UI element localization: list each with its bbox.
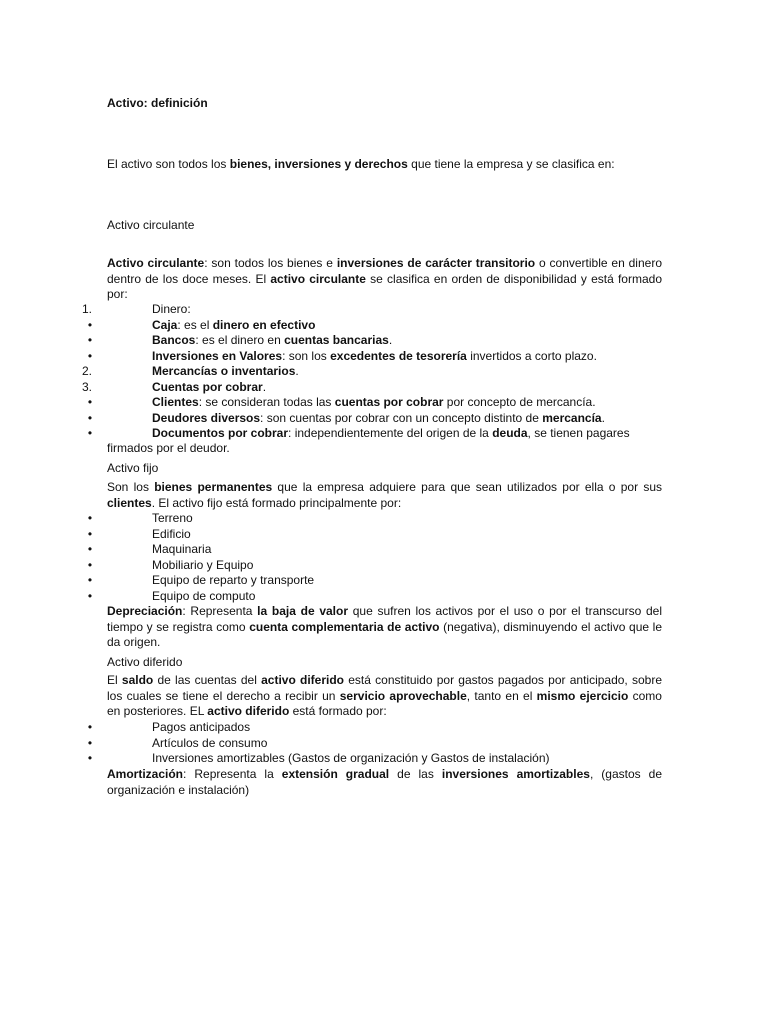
bullet-marker: • (87, 317, 93, 332)
list-item-text (152, 380, 662, 396)
bold-text: inversiones de carácter transitorio (336, 256, 536, 270)
list-item (0, 364, 768, 380)
bold-text: Deudores diversos (152, 410, 261, 425)
list-item-text (152, 751, 662, 767)
text-run: : son todos los bienes e (204, 256, 337, 270)
text-run: . (388, 333, 393, 347)
text-run: está formado por: (289, 704, 387, 718)
text-run: , tanto en el (466, 688, 537, 703)
text-run: : Representa la (183, 767, 282, 781)
bold-text: cuentas bancarias (284, 333, 389, 347)
bold-text: la baja de valor (257, 604, 349, 618)
text-run: . El activo fijo está formado principalmente por: (151, 495, 402, 510)
bullet-marker: • (87, 557, 93, 572)
text-run: está constituido por gastos pagados por anticipado, sobre los cuales se tiene el derecho a recibir un (107, 673, 663, 703)
text-run: que sufren los activos por el uso o por el transcurso del tiempo y se registra como (107, 604, 662, 634)
list-item-text (152, 736, 662, 752)
intro-text-end: que tiene la empresa y se clasifica en: (407, 157, 615, 171)
list-item (0, 736, 768, 752)
list-item-text (152, 527, 662, 543)
number-marker: 2. (82, 364, 93, 378)
document-title: Activo: definición (107, 96, 208, 110)
text-run: Equipo de reparto y transporte (152, 573, 315, 587)
bold-text: Amortización (107, 767, 184, 781)
text-run: Maquinaria (152, 542, 212, 556)
list-item-text (152, 318, 662, 334)
bold-text: dinero en efectivo (212, 317, 316, 332)
text-run: : independientemente del origen de la (288, 426, 493, 440)
depreciacion-paragraph (107, 604, 662, 651)
text-run: : son cuentas por cobrar con un concepto distinto de (260, 410, 543, 425)
section-label-activo-fijo: Activo fijo (107, 461, 159, 475)
section-label-activo-diferido: Activo diferido (107, 655, 183, 669)
list-item-text (152, 720, 662, 736)
documentos-continuation: firmados por el deudor. (107, 441, 230, 455)
text-run: que la empresa adquiere para que sean utilizados por ella o por sus (272, 480, 663, 494)
bold-text: saldo (121, 673, 154, 687)
bold-text: Activo circulante (107, 256, 205, 270)
bold-text: servicio aprovechable (339, 688, 467, 703)
list-item (0, 395, 768, 411)
text-run: de las cuentas del (153, 673, 262, 687)
list-item (0, 558, 768, 574)
bullet-marker: • (87, 410, 93, 425)
text-run: El (107, 673, 122, 687)
list-item (0, 589, 768, 605)
fijo-paragraph (107, 480, 662, 511)
text-run: Mobiliario y Equipo (152, 557, 254, 572)
bold-text: Clientes (152, 395, 199, 409)
bullet-marker: • (87, 333, 93, 347)
bold-text: Cuentas por cobrar (152, 379, 263, 394)
list-item-text (152, 589, 662, 605)
section-label-activo-circulante: Activo circulante (107, 218, 195, 232)
text-run: . (601, 410, 605, 425)
list-item (0, 349, 768, 365)
bold-text: activo circulante (270, 271, 366, 286)
bold-text: inversiones amortizables (441, 767, 590, 781)
text-run: por concepto de mercancía. (443, 395, 596, 409)
text-run: : se consideran todas las (198, 395, 335, 409)
bullet-marker: • (87, 735, 93, 750)
bold-text: Mercancías o inventarios (152, 364, 296, 378)
list-item-text (152, 511, 662, 527)
list-item (0, 302, 768, 318)
bold-text: excedentes de tesorería (330, 348, 467, 363)
intro-paragraph (107, 157, 667, 173)
bullet-marker: • (87, 751, 93, 765)
diferido-paragraph (107, 673, 662, 720)
bold-text: mercancía (542, 410, 602, 425)
bold-text: Documentos por cobrar (152, 426, 289, 440)
amortizacion-paragraph (107, 767, 662, 798)
list-item (0, 573, 768, 589)
list-item-text (152, 573, 662, 589)
bold-text: activo diferido (261, 673, 345, 687)
bullet-marker: • (87, 526, 93, 541)
list-item (0, 333, 768, 349)
text-run: Terreno (152, 511, 193, 525)
text-run: Equipo de computo (152, 588, 256, 603)
bold-text: extensión gradual (281, 767, 390, 781)
text-run: : Representa (182, 604, 258, 618)
bullet-marker: • (87, 573, 93, 587)
list-item (0, 751, 768, 767)
bullet-marker: • (87, 395, 93, 409)
bullet-marker: • (87, 426, 93, 440)
bold-text: mismo ejercicio (536, 688, 629, 703)
bold-text: Inversiones en Valores (152, 348, 283, 363)
bullet-marker: • (87, 720, 93, 734)
list-item (0, 380, 768, 396)
bold-text: bienes permanentes (154, 480, 273, 494)
text-run: Dinero: (152, 302, 191, 316)
list-item-text (152, 333, 662, 349)
bold-text: Bancos (152, 333, 196, 347)
text-run: (negativa), disminuyendo el activo que le da origen. (107, 619, 663, 649)
bold-text: Depreciación (107, 604, 183, 618)
text-run: Pagos anticipados (152, 720, 251, 734)
intro-bold-text: bienes, inversiones y derechos (229, 157, 408, 171)
bold-text: cuenta complementaria de activo (249, 619, 440, 634)
intro-text: El activo son todos los (107, 157, 230, 171)
text-run: Son los (107, 480, 155, 494)
bullet-marker: • (87, 511, 93, 525)
bullet-marker: • (87, 348, 93, 363)
bullet-marker: • (87, 542, 93, 556)
text-run: Edificio (152, 526, 191, 541)
text-run: Inversiones amortizables (Gastos de organización y Gastos de instalación) (152, 751, 550, 765)
number-marker: 3. (82, 379, 93, 394)
text-run: invertidos a corto plazo. (466, 348, 597, 363)
text-run: o convertible en dinero dentro de los doce meses. El (107, 256, 662, 286)
text-run: , (gastos de organización e instalación) (107, 767, 663, 797)
list-item-text (152, 349, 662, 365)
bold-text: Caja (152, 317, 178, 332)
list-item (0, 542, 768, 558)
text-run: de las (389, 767, 442, 781)
text-run: : son los (282, 348, 331, 363)
text-run: , se tienen pagares (527, 426, 630, 440)
text-run: . (262, 379, 267, 394)
list-item-text (152, 558, 662, 574)
bullet-marker: • (87, 588, 93, 603)
bold-text: deuda (492, 426, 528, 440)
list-item-text (152, 542, 662, 558)
list-item (0, 426, 768, 442)
text-run: . (295, 364, 299, 378)
bold-text: activo diferido (207, 704, 290, 718)
text-run: como en posteriores. EL (107, 688, 662, 718)
bold-text: clientes (107, 495, 152, 510)
text-run: : es el (177, 317, 213, 332)
list-item-text (152, 411, 662, 427)
list-item (0, 411, 768, 427)
text-run: Artículos de consumo (152, 735, 268, 750)
circulante-paragraph (107, 256, 662, 303)
list-item-text (152, 395, 662, 411)
number-marker: 1. (82, 302, 93, 316)
text-run: : es el dinero en (195, 333, 285, 347)
list-item (0, 318, 768, 334)
list-item (0, 527, 768, 543)
list-item-text (152, 426, 662, 442)
text-run: se clasifica en orden de disponibilidad y está formado por: (107, 271, 662, 301)
list-item (0, 511, 768, 527)
bold-text: cuentas por cobrar (334, 395, 444, 409)
list-item-text (152, 364, 662, 380)
list-item-text (152, 302, 662, 318)
list-item (0, 720, 768, 736)
